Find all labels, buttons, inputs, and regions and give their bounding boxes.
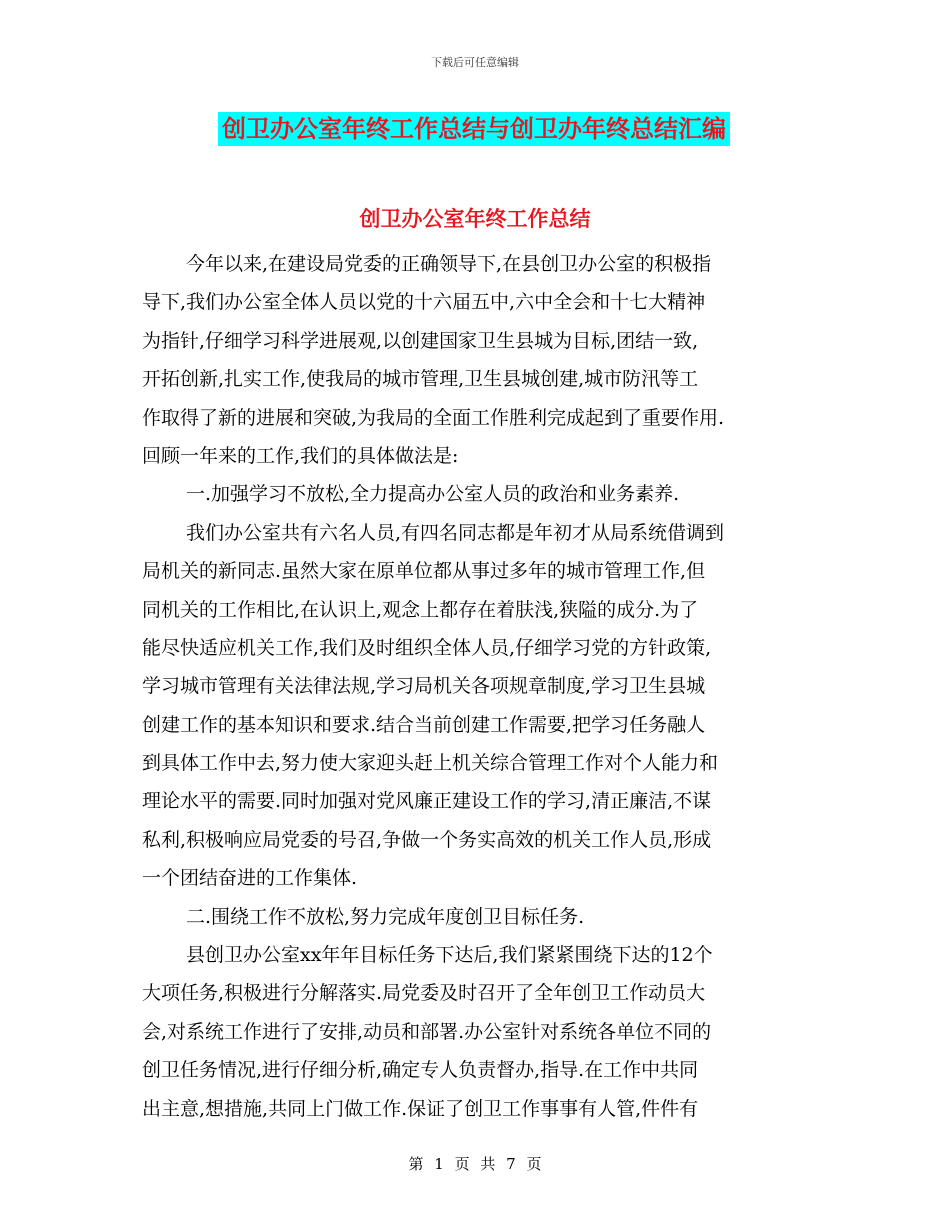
paragraph-line: 私利,积极响应局党委的号召,争做一个务实高效的机关工作人员,形成	[142, 828, 712, 851]
paragraph-line: 今年以来,在建设局党委的正确领导下,在县创卫办公室的积极指	[186, 253, 712, 275]
paragraph-line: 出主意,想措施,共同上门做工作.保证了创卫工作事事有人管,件件有	[142, 1097, 699, 1120]
paragraph-line: 大项任务,积极进行分解落实.局党委及时召开了全年创卫工作动员大	[142, 982, 706, 1005]
paragraph-line: 创建工作的基本知识和要求.结合当前创建工作需要,把学习任务融人	[142, 713, 706, 736]
paragraph-line: 能尽快适应机关工作,我们及时组织全体人员,仔细学习党的方针政策,	[142, 636, 712, 659]
paragraph-line: 学习城市管理有关法律法规,学习局机关各项规章制度,学习卫生县城	[142, 675, 706, 698]
paragraph-line: 会,对系统工作进行了安排,动员和部署.办公室针对系统各单位不同的	[142, 1020, 712, 1043]
paragraph-line: 县创卫办公室xx年年目标任务下达后,我们紧紧围绕下达的12个	[186, 944, 713, 967]
section-heading-1: 一.加强学习不放松,全力提高办公室人员的政治和业务素养.	[186, 483, 680, 506]
paragraph-line: 我们办公室共有六名人员,有四名同志都是年初才从局系统借调到	[186, 521, 725, 544]
body-text	[142, 245, 814, 1128]
paragraph-line: 为指针,仔细学习科学进展观,以创建国家卫生县城为目标,团结一致,	[142, 329, 699, 352]
header-note: 下载后可任意编辑	[431, 56, 519, 69]
section-title: 创卫办公室年终工作总结	[359, 207, 591, 231]
paragraph-line: 作取得了新的进展和突破,为我局的全面工作胜利完成起到了重要作用.	[142, 406, 725, 429]
paragraph-line: 同机关的工作相比,在认识上,观念上都存在着肤浅,狭隘的成分.为了	[142, 598, 699, 621]
page-footer: 第 1 页 共 7 页	[408, 1155, 542, 1173]
paragraph-line: 创卫任务情况,进行仔细分析,确定专人负责督办,指导.在工作中共同	[142, 1059, 699, 1082]
document-title: 创卫办公室年终工作总结与创卫办年终总结汇编	[218, 112, 730, 146]
section-heading-2: 二.围绕工作不放松,努力完成年度创卫目标任务.	[186, 905, 585, 928]
paragraph-line: 理论水平的需要.同时加强对党风廉正建设工作的学习,清正廉洁,不谋	[142, 790, 712, 813]
paragraph-line: 回顾一年来的工作,我们的具体做法是:	[142, 444, 459, 467]
paragraph-line: 一个团结奋进的工作集体.	[142, 867, 358, 890]
paragraph-line: 到具体工作中去,努力使大家迎头赶上机关综合管理工作对个人能力和	[142, 752, 719, 775]
paragraph-line: 开拓创新,扎实工作,使我局的城市管理,卫生县城创建,城市防汛等工	[142, 368, 699, 391]
paragraph-line: 局机关的新同志.虽然大家在原单位都从事过多年的城市管理工作,但	[142, 560, 706, 583]
paragraph-line: 导下,我们办公室全体人员以党的十六届五中,六中全会和十七大精神	[142, 291, 706, 314]
